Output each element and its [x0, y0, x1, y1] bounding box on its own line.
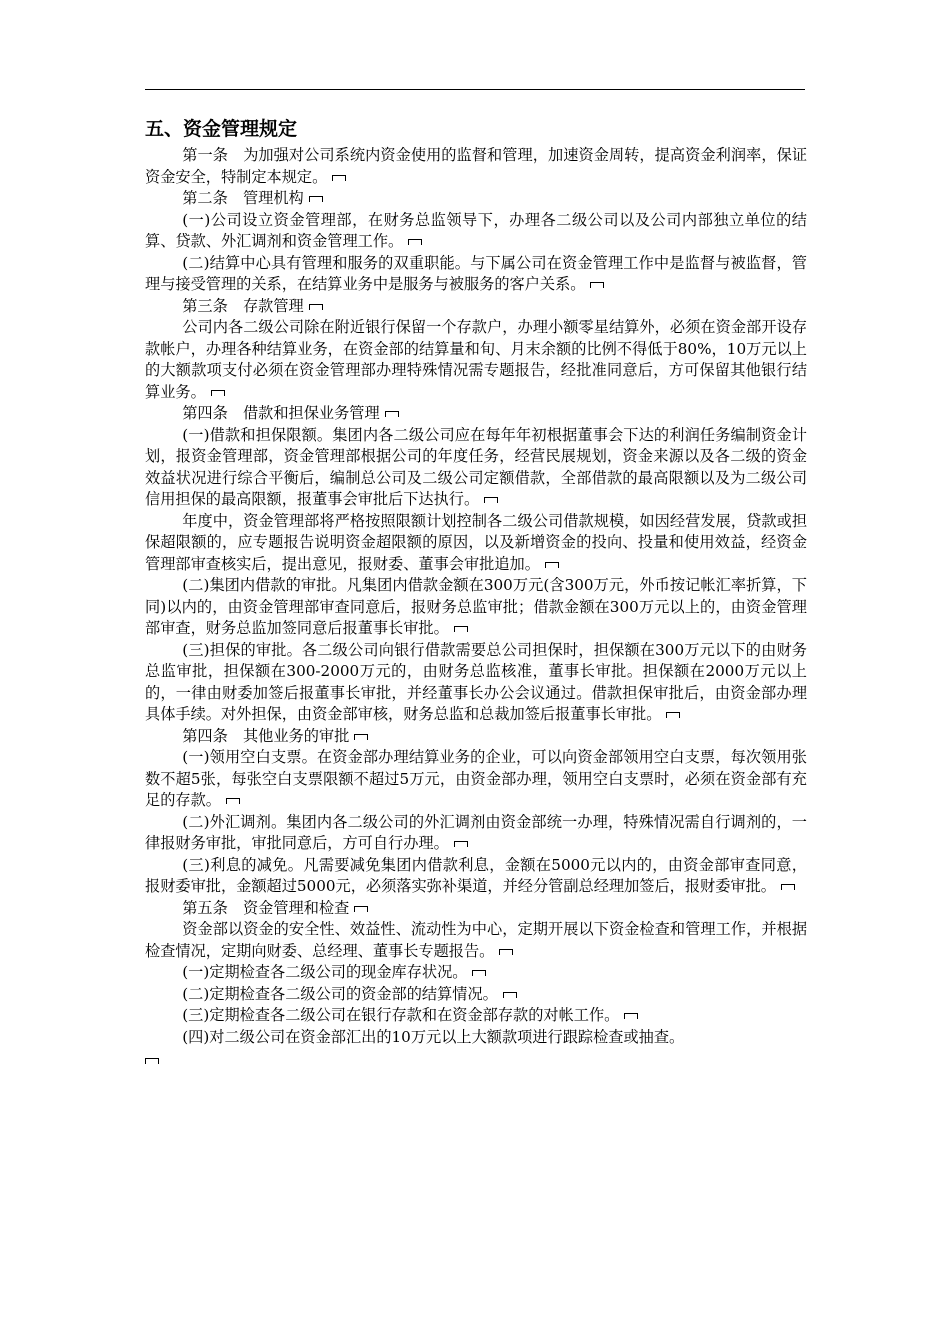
article-4b-heading: [145, 726, 807, 748]
article-2-item-1: [145, 210, 807, 253]
paragraph-mark-icon: [385, 411, 399, 419]
paragraph-mark-icon: [590, 282, 604, 290]
paragraph-text: 第二条 管理机构: [182, 189, 304, 207]
paragraph-mark-icon: [309, 304, 323, 312]
article-4-item-1-continued: [145, 511, 807, 576]
article-3-heading: [145, 296, 807, 318]
paragraph-mark-icon: [503, 992, 517, 1000]
paragraph-text: (二)集团内借款的审批。凡集团内借款金额在300万元(含300万元，外币按记帐汇率折算，下同)以内的，由资金管理部审查同意后，报财务总监审批；借款金额在300万元以上的，由资金管理部审查，财务总监加签同意后报董事长审批。: [145, 576, 807, 637]
paragraph-text: (三)利息的减免。凡需要减免集团内借款利息，金额在5000元以内的，由资金部审查同意，报财委审批，金额超过5000元，必须落实弥补渠道，并经分管副总经理加签后，报财委审批。: [145, 855, 807, 895]
paragraph-text: 第四条 其他业务的审批: [182, 726, 350, 745]
document-body: [145, 114, 807, 1066]
paragraph-mark-icon: [408, 239, 422, 247]
paragraph-mark-icon: [781, 884, 795, 892]
paragraph-text: 第四条 借款和担保业务管理: [182, 404, 380, 422]
paragraph-mark-icon: [545, 562, 559, 570]
article-2-item-2: [145, 253, 807, 296]
paragraph-mark-icon: [354, 734, 368, 742]
paragraph-mark-icon: [472, 970, 486, 978]
article-4-heading: [145, 403, 807, 425]
article-5-item-1: [145, 962, 807, 984]
paragraph-text: 第一条 为加强对公司系统内资金使用的监督和管理，加速资金周转，提高资金利润率，保证资金安全，特制定本规定。: [145, 146, 807, 186]
paragraph-mark-icon: [309, 196, 323, 204]
article-5-heading: [145, 898, 807, 920]
paragraph-text: (一)借款和担保限额。集团内各二级公司应在每年年初根据董事会下达的利润任务编制资金计划，报资金管理部，资金管理部根据公司的年度任务，经营民展规划，资金来源以及各二级的资金效益状况进行综合平衡后，编制总公司及二级公司定额借款，全部借款的最高限额以及为二级公司信用担保的最高限额，报董事会审批后下达执行。: [145, 425, 807, 508]
header-rule: [145, 89, 805, 90]
paragraph-mark-icon: [354, 906, 368, 914]
paragraph-text: (一)定期检查各二级公司的现金库存状况。: [182, 963, 468, 981]
paragraph-mark-icon: [226, 798, 240, 806]
paragraph-text: 资金部以资金的安全性、效益性、流动性为中心，定期开展以下资金检查和管理工作，并根据检查情况，定期向财委、总经理、董事长专题报告。: [145, 920, 807, 960]
paragraph-text: 年度中，资金管理部将严格按照限额计划控制各二级公司借款规模，如因经营发展，贷款或担保超限额的，应专题报告说明资金超限额的原因，以及新增资金的投向、投量和使用效益，经资金管理部审查核实后，提出意见，报财委、董事会审批追加。: [145, 511, 807, 573]
article-4-item-2: [145, 575, 807, 640]
paragraph-mark-icon: [332, 175, 346, 183]
article-4-item-1: [145, 425, 807, 511]
paragraph-text: (二)定期检查各二级公司的资金部的结算情况。: [182, 984, 498, 1003]
article-5-item-2: [145, 984, 807, 1006]
paragraph-mark-icon: [666, 712, 680, 720]
paragraph-text: (一)公司设立资金管理部，在财务总监领导下，办理各二级公司以及公司内部独立单位的结算、贷款、外汇调剂和资金管理工作。: [145, 210, 807, 250]
paragraph-mark-icon: [624, 1013, 638, 1021]
paragraph-mark-icon: [211, 390, 225, 398]
paragraph-text: (二)结算中心具有管理和服务的双重职能。与下属公司在资金管理工作中是监督与被监督，管理与接受管理的关系，在结算业务中是服务与被服务的客户关系。: [145, 253, 807, 293]
paragraph-mark-icon: [484, 497, 498, 505]
paragraph-mark-icon: [145, 1058, 159, 1066]
article-5-body: [145, 919, 807, 962]
paragraph-mark-icon: [454, 626, 468, 634]
article-4-item-3: [145, 640, 807, 726]
article-4b-item-2: [145, 812, 807, 855]
article-2-heading: [145, 188, 807, 210]
section-title: 五、资金管理规定: [145, 118, 298, 140]
paragraph-text: 公司内各二级公司除在附近银行保留一个存款户，办理小额零星结算外，必须在资金部开设存款帐户，办理各种结算业务，在资金部的结算量和旬、月末余额的比例不得低于80%，10万元以上的大额款项支付必须在资金管理部办理特殊情况需专题报告，经批准同意后，方可保留其他银行结算业务。: [145, 318, 807, 401]
paragraph-text: (二)外汇调剂。集团内各二级公司的外汇调剂由资金部统一办理，特殊情况需自行调剂的，一律报财务审批，审批同意后，方可自行办理。: [145, 812, 807, 852]
paragraph-text: 第五条 资金管理和检查: [182, 898, 350, 917]
article-1: [145, 145, 807, 188]
article-5-item-3: [145, 1005, 807, 1027]
paragraph-text: (三)定期检查各二级公司在银行存款和在资金部存款的对帐工作。: [182, 1006, 620, 1024]
article-4b-item-3: [145, 855, 807, 898]
article-3-body: [145, 317, 807, 403]
paragraph-mark-icon: [454, 841, 468, 849]
article-5-item-4: [145, 1027, 807, 1049]
paragraph-text: (一)领用空白支票。在资金部办理结算业务的企业，可以向资金部领用空白支票，每次领用张数不超5张，每张空白支票限额不超过5万元，由资金部办理，领用空白支票时，必须在资金部有充足的存款。: [145, 748, 807, 809]
paragraph-text: (四)对二级公司在资金部汇出的10万元以上大额款项进行跟踪检查或抽查。: [182, 1027, 685, 1046]
paragraph-text: 第三条 存款管理: [182, 296, 304, 315]
paragraph-mark-icon: [499, 949, 513, 957]
article-4b-item-1: [145, 747, 807, 812]
paragraph-text: (三)担保的审批。各二级公司向银行借款需要总公司担保时，担保额在300万元以下的由财务总监审批，担保额在300-2000万元的，由财务总监核准，董事长审批。担保额在2000万元以上的，一律由财委加签后报董事长审批，并经董事长办公会议通过。借款担保审批后，由资金部办理具体手续。对外担保，由资金部审核，财务总监和总裁加签后报董事长审批。: [145, 640, 807, 723]
